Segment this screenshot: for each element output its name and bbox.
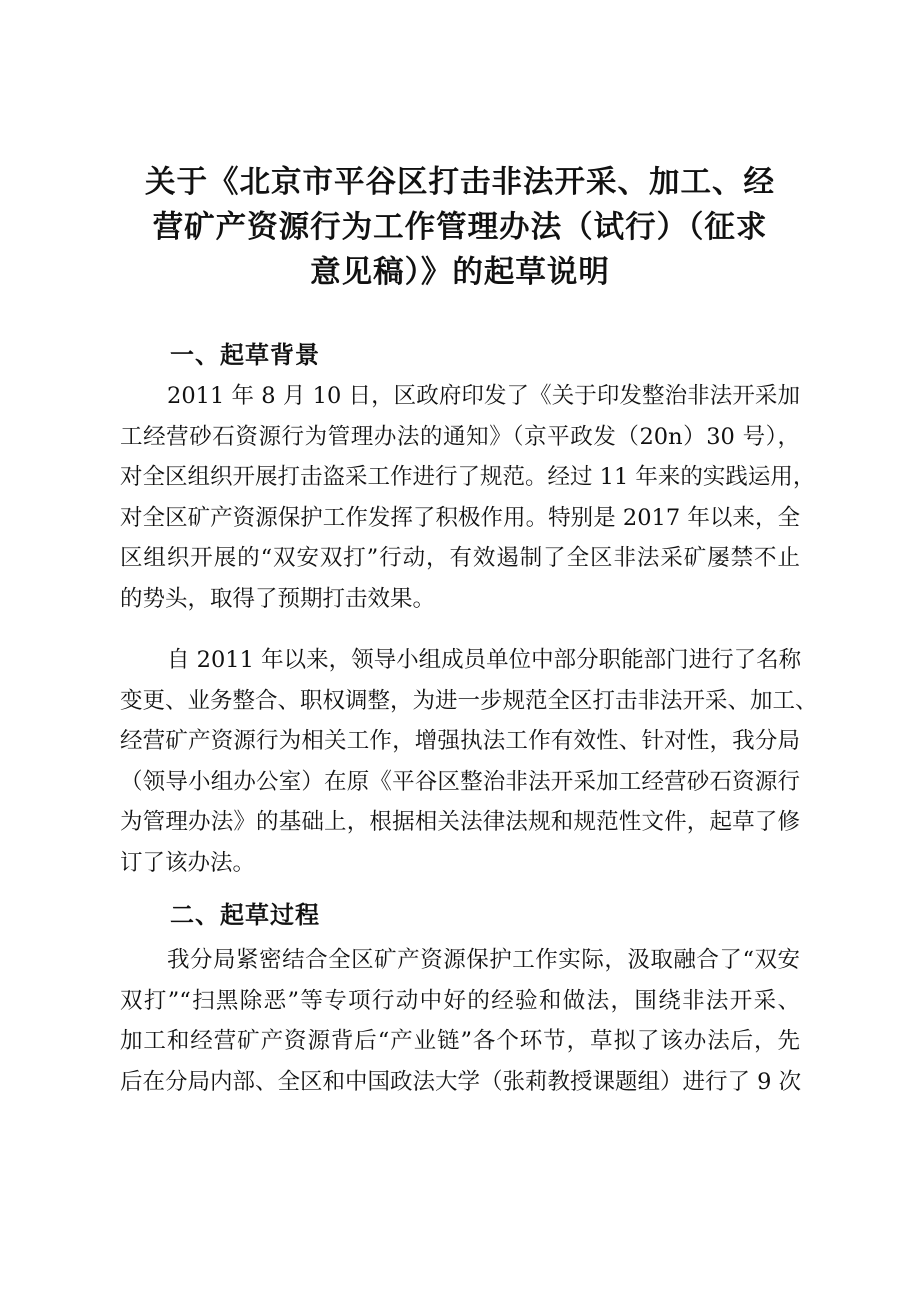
text-line: 订了该办法。 — [120, 849, 256, 876]
text-line: 为管理办法》的基础上，根据相关法律法规和规范性文件，起草了修 — [120, 809, 800, 836]
text-line: （领导小组办公室）在原《平谷区整治非法开采加工经营砂石资源行 — [120, 768, 800, 795]
text-line: 工经营砂石资源行为管理办法的通知》（京平政发（20n）30 号）， — [120, 423, 800, 450]
text-line: 自 2011 年以来，领导小组成员单位中部分职能部门进行了名称 — [167, 647, 802, 673]
text-line: 双打”“扫黑除恶”等专项行动中好的经验和做法，围绕非法开采、 — [120, 987, 800, 1014]
text-line: 经营矿产资源行为相关工作，增强执法工作有效性、针对性，我分局 — [120, 728, 800, 755]
text-line: 对全区矿产资源保护工作发挥了积极作用。特别是 2017 年以来，全 — [120, 504, 800, 531]
text-line: 的势头，取得了预期打击效果。 — [120, 585, 436, 612]
text-line: 我分局紧密结合全区矿产资源保护工作实际，汲取融合了“双安 — [167, 947, 800, 973]
paragraph-background-2 — [120, 640, 818, 884]
paragraph-background-1 — [120, 376, 816, 620]
document-title — [120, 160, 800, 295]
paragraph-process-1 — [120, 940, 800, 1102]
section-heading-background: 一、起草背景 — [170, 341, 320, 369]
text-line: 对全区组织开展打击盗采工作进行了规范。经过 11 年来的实践运用， — [120, 464, 816, 491]
title-line: 意见稿）》的起草说明 — [310, 255, 610, 290]
text-line: 区组织开展的“双安双打”行动，有效遏制了全区非法采矿屡禁不止 — [120, 545, 800, 572]
title-line: 关于《北京市平谷区打击非法开采、加工、经 — [145, 165, 775, 200]
text-line: 2011 年 8 月 10 日，区政府印发了《关于印发整治非法开采加 — [167, 383, 800, 409]
title-line: 营矿产资源行为工作管理办法（试行）（征求 — [152, 210, 768, 245]
text-line: 后在分局内部、全区和中国政法大学（张莉教授课题组）进行了 9 次 — [120, 1068, 802, 1095]
text-line: 变更、业务整合、职权调整，为进一步规范全区打击非法开采、加工、 — [120, 687, 818, 714]
text-line: 加工和经营矿产资源背后“产业链”各个环节，草拟了该办法后，先 — [120, 1028, 800, 1055]
section-heading-process: 二、起草过程 — [170, 901, 320, 929]
